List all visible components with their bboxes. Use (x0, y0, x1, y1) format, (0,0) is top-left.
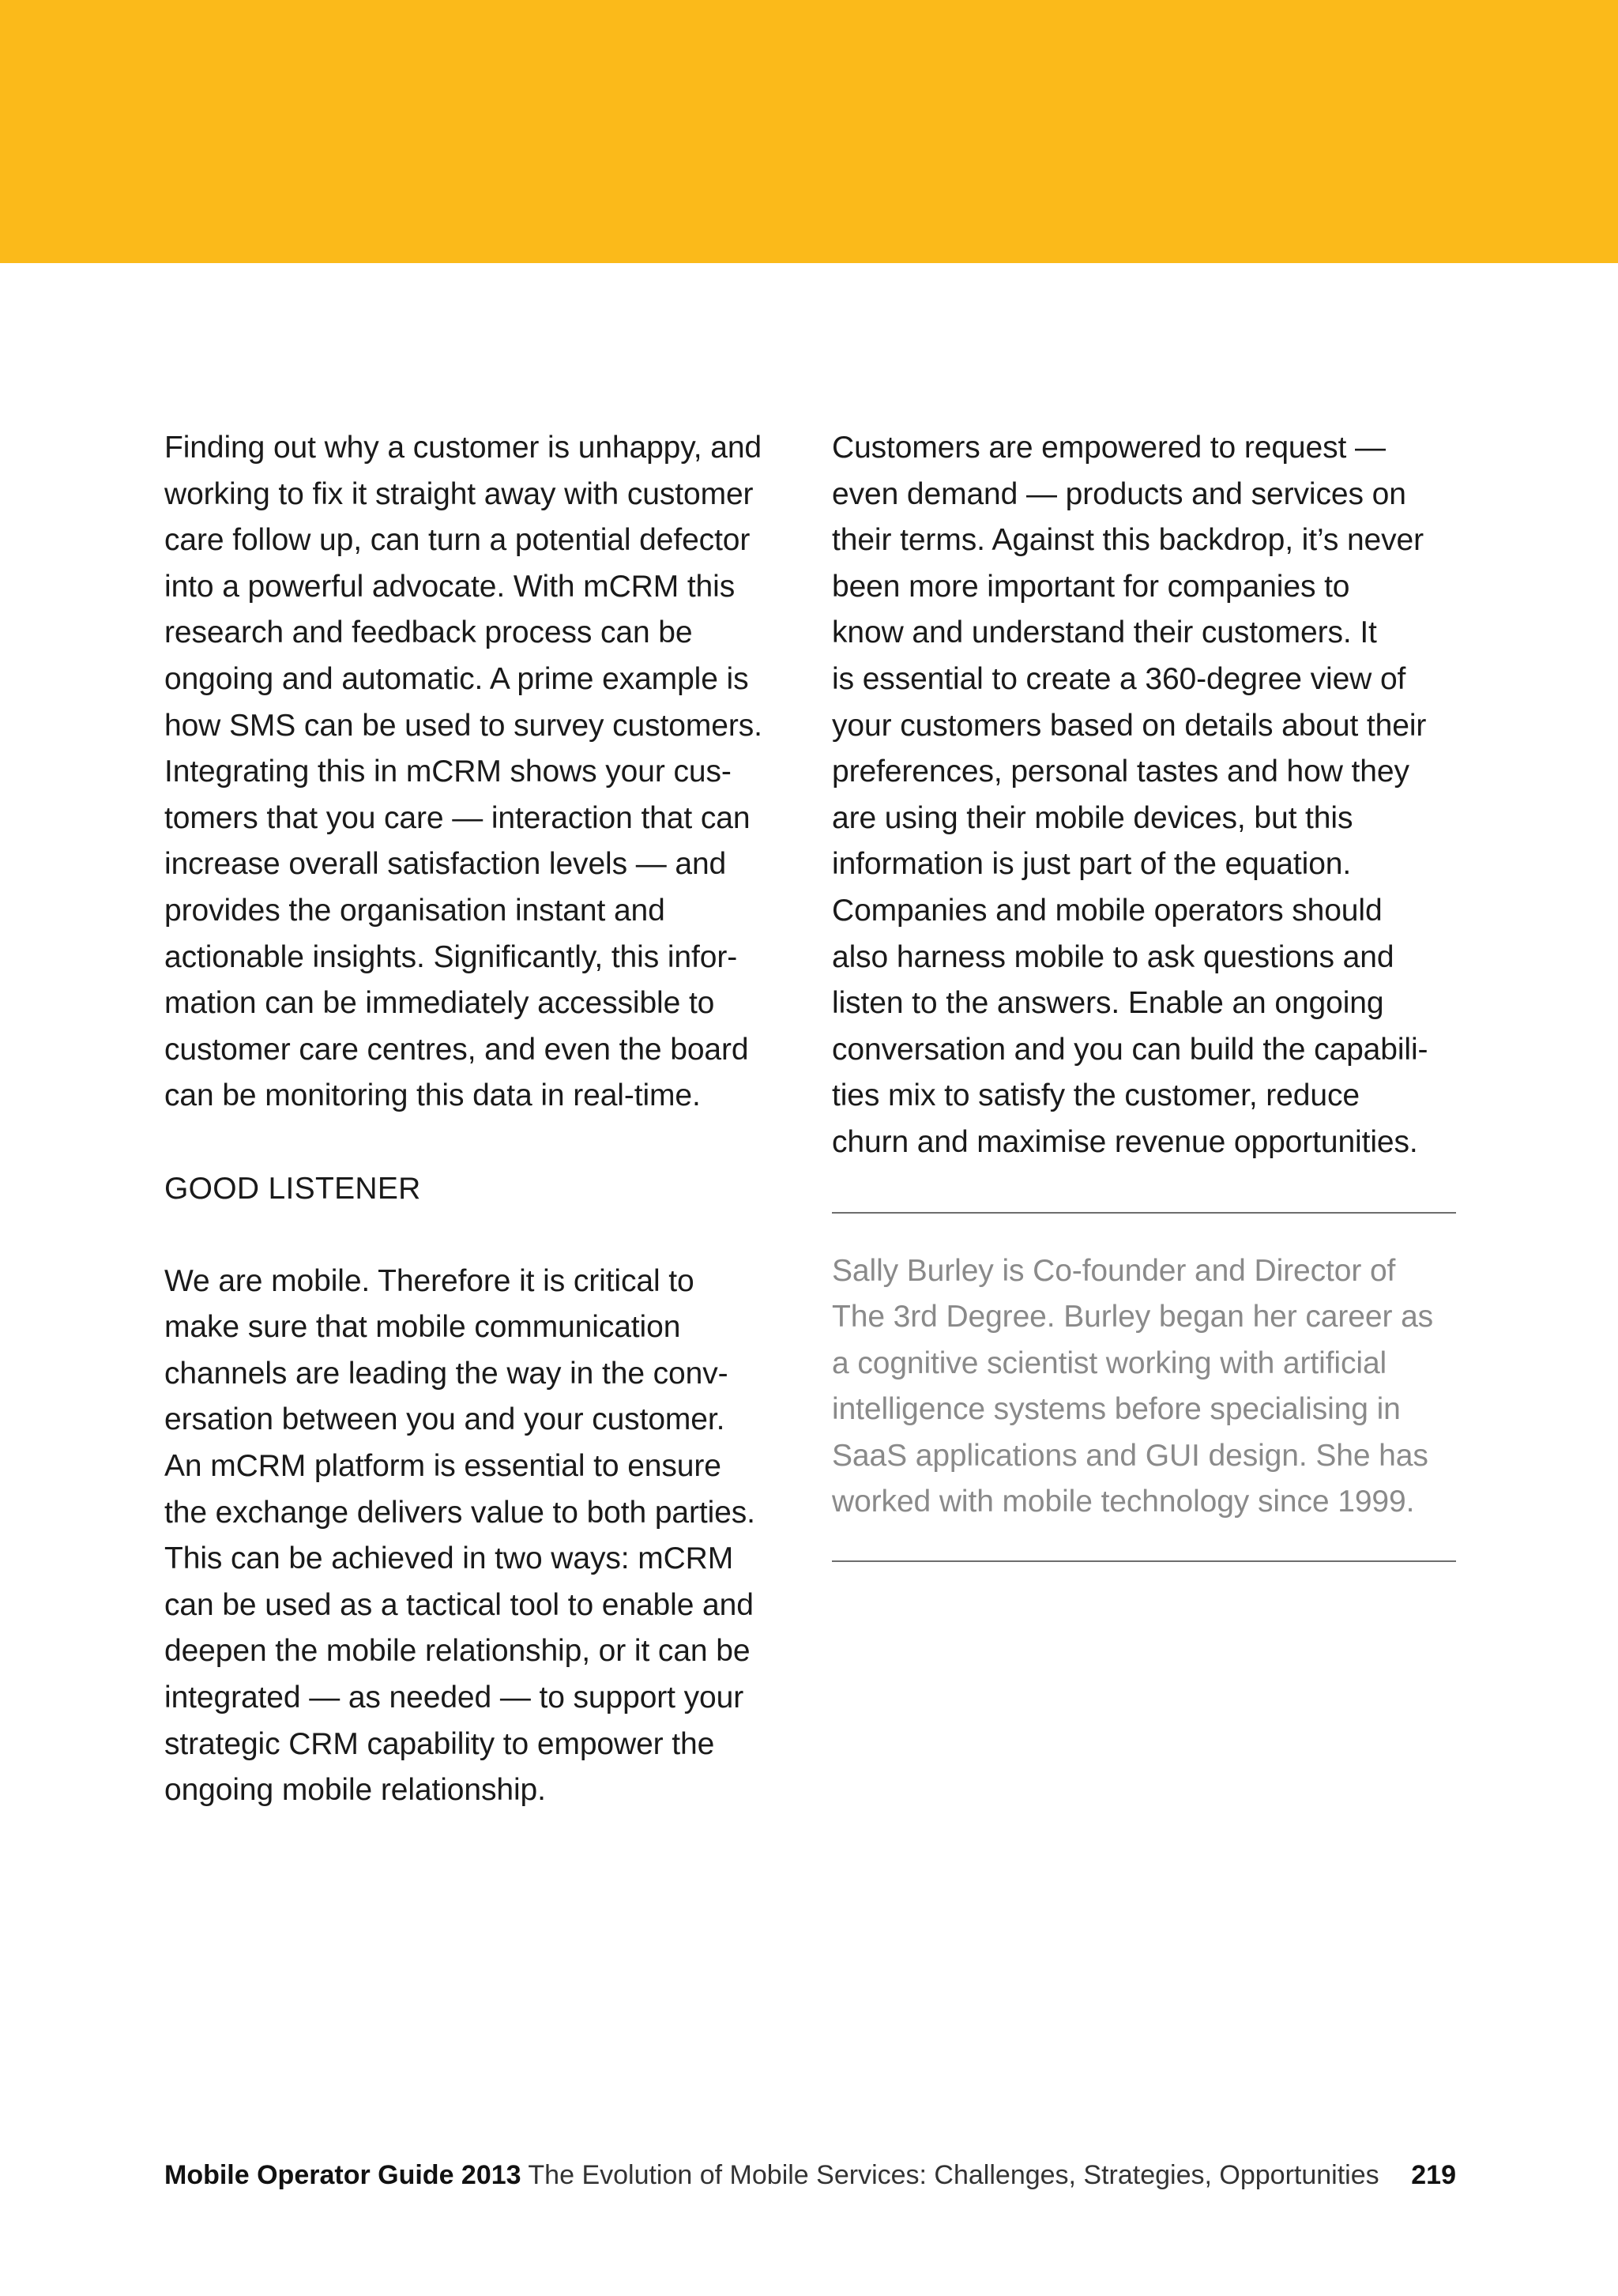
left-column (164, 425, 796, 1814)
bio-line: Sally Burley is Co-founder and Director of (832, 1253, 1396, 1288)
text-line: customer care centres, and even the board (164, 1032, 749, 1067)
text-line: conversation and you can build the capabili- (832, 1032, 1428, 1067)
text-line: are using their mobile devices, but this (832, 800, 1353, 835)
text-line: ongoing and automatic. A prime example is (164, 661, 749, 696)
text-line: how SMS can be used to survey customers. (164, 708, 762, 743)
page-number: 219 (1411, 2160, 1456, 2190)
right-column (832, 425, 1456, 1562)
section-heading: GOOD LISTENER (164, 1171, 421, 1206)
footer-subtitle: The Evolution of Mobile Services: Challenges, Strategies, Opportunities (528, 2160, 1379, 2190)
text-line: channels are leading the way in the conv- (164, 1356, 728, 1391)
text-line: ties mix to satisfy the customer, reduce (832, 1078, 1360, 1113)
text-line: Finding out why a customer is unhappy, and (164, 431, 762, 465)
text-line: An mCRM platform is essential to ensure (164, 1449, 721, 1484)
divider-rule (832, 1212, 1456, 1214)
text-line: actionable insights. Significantly, this infor- (164, 939, 738, 974)
text-line: integrated — as needed — to support your (164, 1681, 744, 1715)
text-line: ersation between you and your customer. (164, 1402, 725, 1437)
text-line: Customers are empowered to request — (832, 431, 1386, 465)
text-line: We are mobile. Therefore it is critical to (164, 1263, 694, 1298)
text-line: deepen the mobile relationship, or it can be (164, 1634, 751, 1669)
text-line: churn and maximise revenue opportunities. (832, 1124, 1418, 1159)
text-line: also harness mobile to ask questions and (832, 939, 1394, 974)
bio-line: intelligence systems before specialising in (832, 1392, 1401, 1427)
text-line: research and feedback process can be (164, 615, 693, 650)
text-line: Integrating this in mCRM shows your cus- (164, 755, 732, 789)
text-line: make sure that mobile communication (164, 1310, 681, 1345)
text-line: even demand — products and services on (832, 476, 1406, 511)
page-footer (164, 2155, 1456, 2195)
text-line: preferences, personal tastes and how they (832, 755, 1409, 789)
right-paragraph-1 (832, 425, 1456, 1166)
text-line: into a powerful advocate. With mCRM this (164, 569, 736, 604)
left-paragraph-1 (164, 425, 796, 1120)
text-line: This can be achieved in two ways: mCRM (164, 1541, 734, 1576)
text-line: care follow up, can turn a potential defector (164, 523, 751, 558)
footer-guide-title: Mobile Operator Guide 2013 (164, 2160, 521, 2190)
text-line: information is just part of the equation. (832, 847, 1352, 882)
bio-line: The 3rd Degree. Burley began her career as (832, 1300, 1434, 1334)
text-line: listen to the answers. Enable an ongoing (832, 986, 1384, 1021)
bio-line: a cognitive scientist working with artificial (832, 1346, 1387, 1380)
text-line: ongoing mobile relationship. (164, 1773, 546, 1808)
text-line: know and understand their customers. It (832, 615, 1377, 650)
text-line: your customers based on details about their (832, 708, 1427, 743)
left-paragraph-2 (164, 1259, 796, 1814)
bio-line: SaaS applications and GUI design. She has (832, 1438, 1428, 1473)
header-color-band (0, 0, 1618, 263)
text-line: can be used as a tactical tool to enable and (164, 1587, 754, 1622)
text-line: their terms. Against this backdrop, it’s never (832, 523, 1424, 558)
text-line: mation can be immediately accessible to (164, 986, 715, 1021)
text-line: Companies and mobile operators should (832, 893, 1383, 928)
text-line: increase overall satisfaction levels — and (164, 847, 727, 882)
text-line: tomers that you care — interaction that can (164, 800, 751, 835)
author-bio (832, 1248, 1456, 1526)
text-line: strategic CRM capability to empower the (164, 1726, 715, 1761)
text-line: can be monitoring this data in real-time. (164, 1078, 701, 1113)
bio-line: worked with mobile technology since 1999. (832, 1485, 1415, 1519)
text-line: working to fix it straight away with customer (164, 476, 754, 511)
text-line: is essential to create a 360-degree view of (832, 661, 1406, 696)
text-line: the exchange delivers value to both parties. (164, 1495, 755, 1530)
text-line: provides the organisation instant and (164, 893, 665, 928)
divider-rule (832, 1560, 1456, 1562)
text-line: been more important for companies to (832, 569, 1350, 604)
